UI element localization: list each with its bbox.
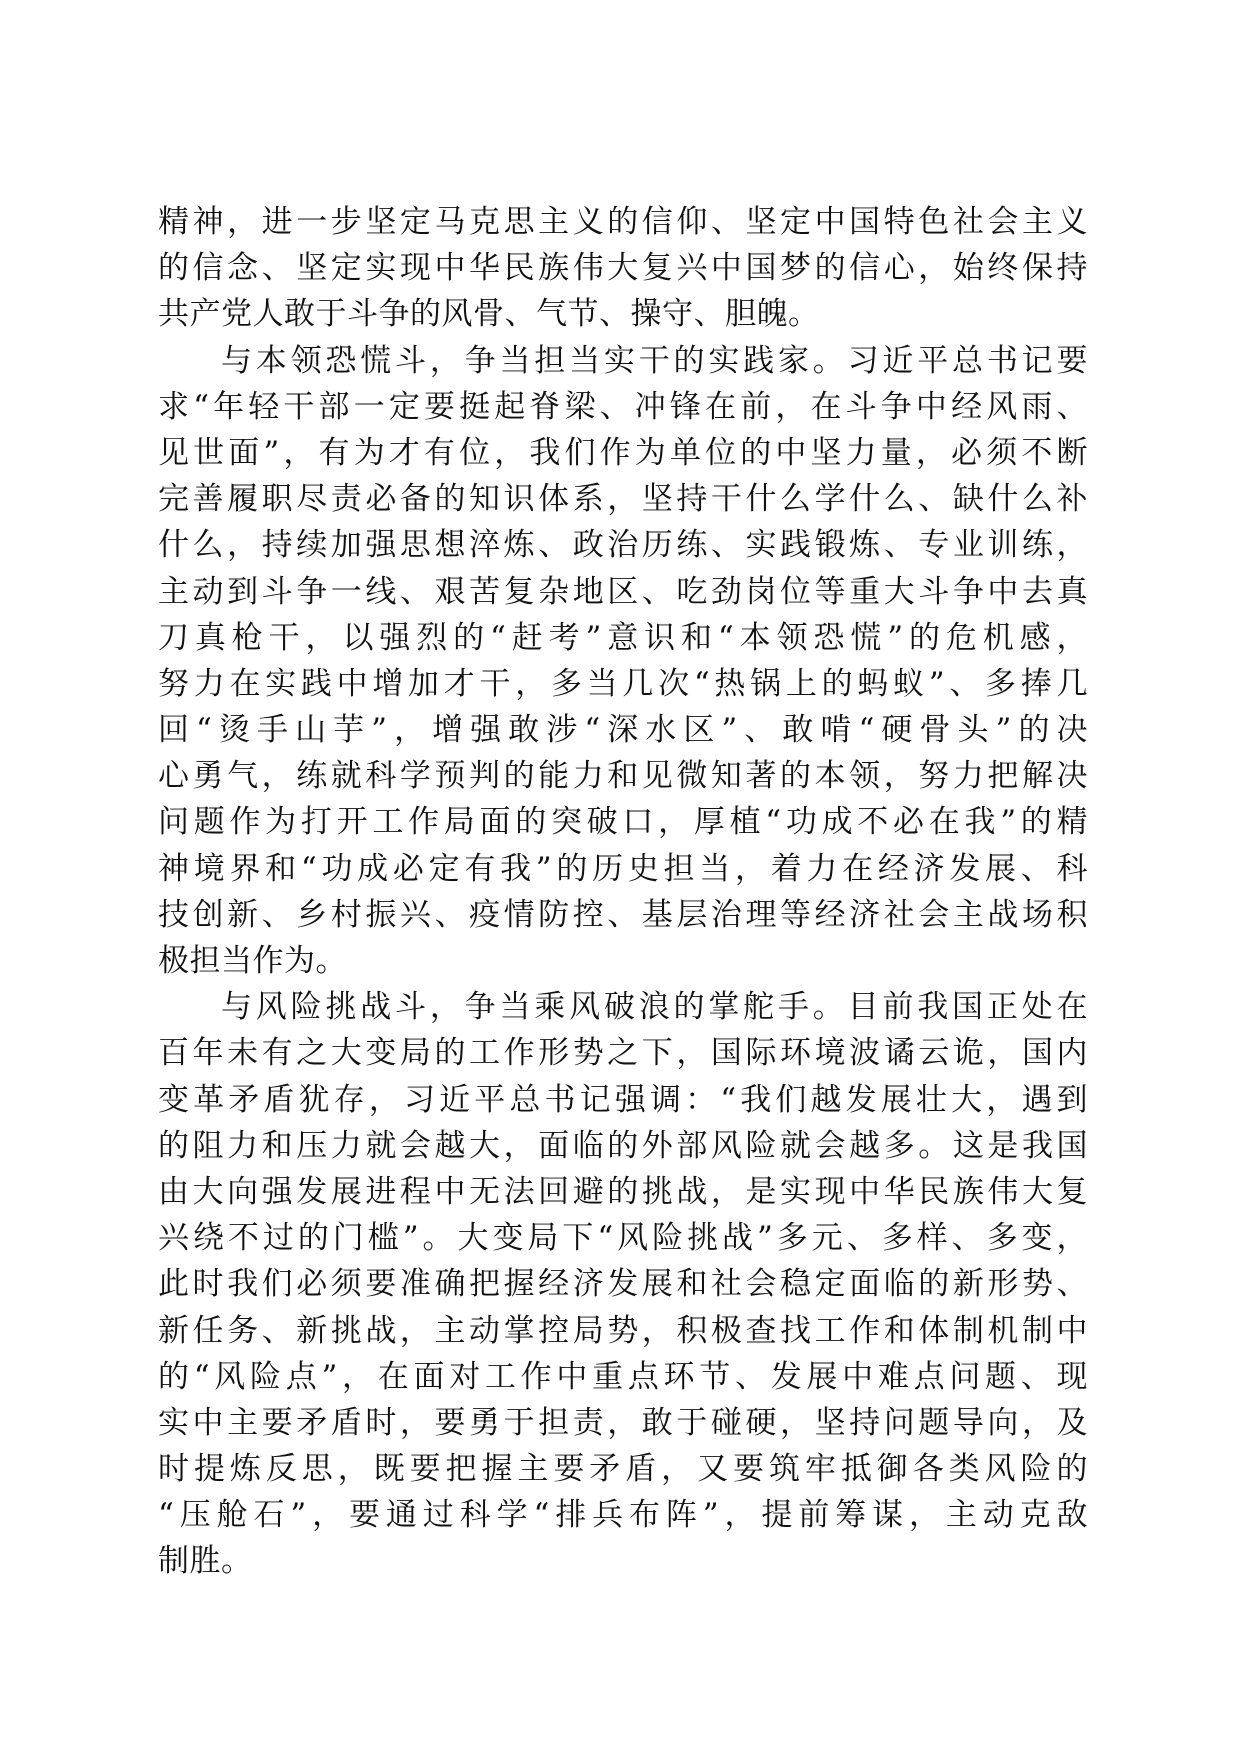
body-text xyxy=(158,199,1088,1585)
text-line: 变革矛盾犹存，习近平总书记强调：“我们越发展壮大，遇到 xyxy=(158,1081,1088,1118)
text-line: 问题作为打开工作局面的突破口，厚植“功成不必在我”的精 xyxy=(158,804,1088,841)
text-line: 的“风险点”，在面对工作中重点环节、发展中难点问题、现 xyxy=(158,1358,1088,1395)
text-line: 共产党人敢于斗争的风骨、气节、操守、胆魄。 xyxy=(158,296,820,333)
text-line: 精神，进一步坚定马克思主义的信仰、坚定中国特色社会主义 xyxy=(158,204,1088,240)
text-line: 见世面”，有为才有位，我们作为单位的中坚力量，必须不断 xyxy=(158,434,1088,471)
text-line: 刀真枪干，以强烈的“赶考”意识和“本领恐慌”的危机感， xyxy=(158,619,1088,656)
text-line: 百年未有之大变局的工作形势之下，国际环境波谲云诡，国内 xyxy=(158,1035,1088,1072)
text-line: 回“烫手山芋”，增强敢涉“深水区”、敢啃“硬骨头”的决 xyxy=(158,712,1088,749)
text-line: 完善履职尽责必备的知识体系，坚持干什么学什么、缺什么补 xyxy=(158,481,1088,518)
text-line: 新任务、新挑战，主动掌控局势，积极查找工作和体制机制中 xyxy=(158,1312,1088,1349)
text-line: “压舱石”，要通过科学“排兵布阵”，提前筹谋，主动克敌 xyxy=(158,1497,1088,1534)
text-line: 什么，持续加强思想淬炼、政治历练、实践锻炼、专业训练， xyxy=(158,527,1088,564)
text-line: 实中主要矛盾时，要勇于担责，敢于碰硬，坚持问题导向，及 xyxy=(158,1404,1088,1441)
text-line: 心勇气，练就科学预判的能力和见微知著的本领，努力把解决 xyxy=(158,758,1088,795)
text-line: 由大向强发展进程中无法回避的挑战，是实现中华民族伟大复 xyxy=(158,1173,1088,1210)
text-line: 时提炼反思，既要把握主要矛盾，又要筑牢抵御各类风险的 xyxy=(158,1451,1088,1488)
text-line: 兴绕不过的门槛”。大变局下“风险挑战”多元、多样、多变， xyxy=(158,1220,1088,1257)
text-line: 技创新、乡村振兴、疫情防控、基层治理等经济社会主战场积 xyxy=(158,896,1088,933)
text-line: 的阻力和压力就会越大，面临的外部风险就会越多。这是我国 xyxy=(158,1127,1088,1164)
text-line: 努力在实践中增加才干，多当几次“热锅上的蚂蚁”、多捧几 xyxy=(158,665,1088,702)
text-line: 的信念、坚定实现中华民族伟大复兴中国梦的信心，始终保持 xyxy=(158,250,1088,287)
text-line: 此时我们必须要准确把握经济发展和社会稳定面临的新形势、 xyxy=(158,1266,1088,1303)
text-line: 求“年轻干部一定要挺起脊梁、冲锋在前，在斗争中经风雨、 xyxy=(158,388,1088,425)
paragraph-first-line: 与风险挑战斗，争当乘风破浪的掌舵手。目前我国正处在 xyxy=(221,989,1088,1026)
text-line: 极担当作为。 xyxy=(158,943,347,979)
text-line: 制胜。 xyxy=(158,1543,253,1580)
paragraph-first-line: 与本领恐慌斗，争当担当实干的实践家。习近平总书记要 xyxy=(221,342,1088,379)
text-line: 神境界和“功成必定有我”的历史担当，着力在经济发展、科 xyxy=(158,850,1088,887)
text-line: 主动到斗争一线、艰苦复杂地区、吃劲岗位等重大斗争中去真 xyxy=(158,573,1088,610)
